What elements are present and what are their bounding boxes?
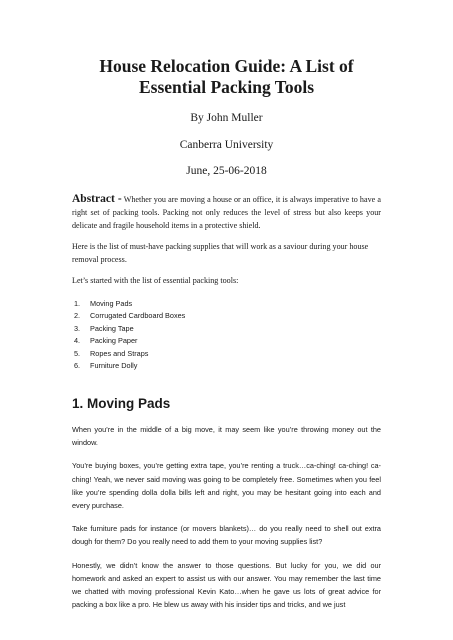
list-item	[72, 360, 381, 373]
intro-paragraph: Here is the list of must-have packing supplies that will work as a saviour during your house removal process.	[72, 242, 369, 264]
body-paragraph: When you’re in the middle of a big move, it may seem like you’re throwing money out the window.	[72, 425, 381, 448]
list-label: Moving Pads	[90, 298, 133, 308]
abstract-text: Whether you are moving a house or an office, it is always imperative to have a right set of packing tools. Packing not only reduces the level of stress but also keeps your delicate and fragile household items in a protective shield.	[72, 195, 382, 230]
list-label: Packing Tape	[90, 323, 134, 333]
tools-list	[72, 298, 381, 374]
body-paragraph: Take furniture pads for instance (or movers blankets)… do you really need to shell out extra dough for them? Do you really need to add them to your moving supplies list?	[72, 524, 381, 547]
list-label: Ropes and Straps	[90, 348, 149, 358]
list-item	[72, 335, 381, 348]
body-paragraph: Honestly, we didn’t know the answer to those questions. But lucky for you, we did our homework and asked an expert to assist us with our answer. You may remember the last time we chatted with moving professional Kevin Kato…when he gave us lots of great advice for packing a box like a pro. He blew us away with his insider tips and tricks, and we just	[72, 560, 381, 610]
list-number: 5.	[74, 348, 81, 358]
list-label: Furniture Dolly	[90, 361, 138, 371]
list-item	[72, 298, 381, 311]
list-label: Packing Paper	[90, 336, 138, 346]
abstract-paragraph	[72, 193, 381, 232]
list-number: 6.	[74, 361, 81, 371]
list-number: 3.	[74, 323, 81, 333]
list-item	[72, 348, 381, 361]
list-number: 1.	[74, 298, 81, 308]
list-number: 4.	[74, 336, 81, 346]
date-line: June, 25-06-2018	[186, 165, 267, 177]
intro-lead: Let’s started with the list of essential packing tools:	[72, 276, 239, 285]
body-paragraph: You’re buying boxes, you’re getting extra tape, you’re renting a truck…ca-ching! ca-ching! ca-ching! Yeah, we never said moving was going to be completely free. Sometimes when you feel like you’re spending dolla dolla bills left and right, you may be hesitant going into each and every purchase.	[72, 461, 381, 511]
list-number: 2.	[74, 311, 81, 321]
section-heading: 1. Moving Pads	[72, 396, 171, 412]
abstract-label: Abstract -	[72, 193, 122, 205]
list-item	[72, 310, 381, 323]
document-title: House Relocation Guide: A List of Essential Packing Tools	[99, 56, 354, 97]
list-label: Corrugated Cardboard Boxes	[90, 311, 186, 321]
list-item	[72, 323, 381, 336]
author-line: By John Muller	[190, 112, 263, 124]
affiliation-line: Canberra University	[179, 139, 274, 151]
